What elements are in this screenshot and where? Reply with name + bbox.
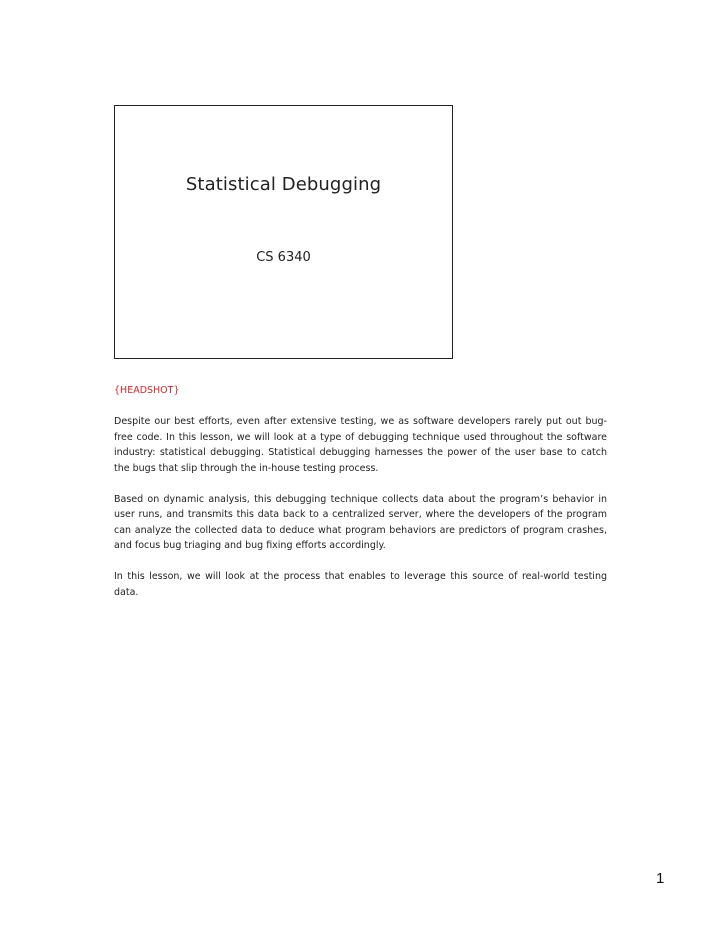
speaker-notes xyxy=(114,383,607,616)
notes-paragraph-2: Based on dynamic analysis, this debugging technique collects data about the program’s behavior in user runs, and transmits this data back to a centralized server, where the developers of the program can analyze the collected data to deduce what program behaviors are predictors of program crashes, and focus bug triaging and bug fixing efforts accordingly. xyxy=(114,493,607,551)
slide-subtitle: CS 6340 xyxy=(256,250,311,265)
page-number: 1 xyxy=(656,870,665,887)
headshot-tag: {HEADSHOT} xyxy=(114,385,180,396)
slide-title: Statistical Debugging xyxy=(185,174,382,195)
slide-thumbnail xyxy=(114,105,453,359)
notes-paragraph-3: In this lesson, we will look at the process that enables to leverage this source of real-world testing data. xyxy=(114,571,607,598)
notes-paragraph-1: Despite our best efforts, even after extensive testing, we as software developers rarely put out bug-free code. In this lesson, we will look at a type of debugging technique used throughout the software industry: statistical debugging. Statistical debugging harnesses the power of the user base to catch the bugs that slip through the in-house testing process. xyxy=(114,416,607,474)
